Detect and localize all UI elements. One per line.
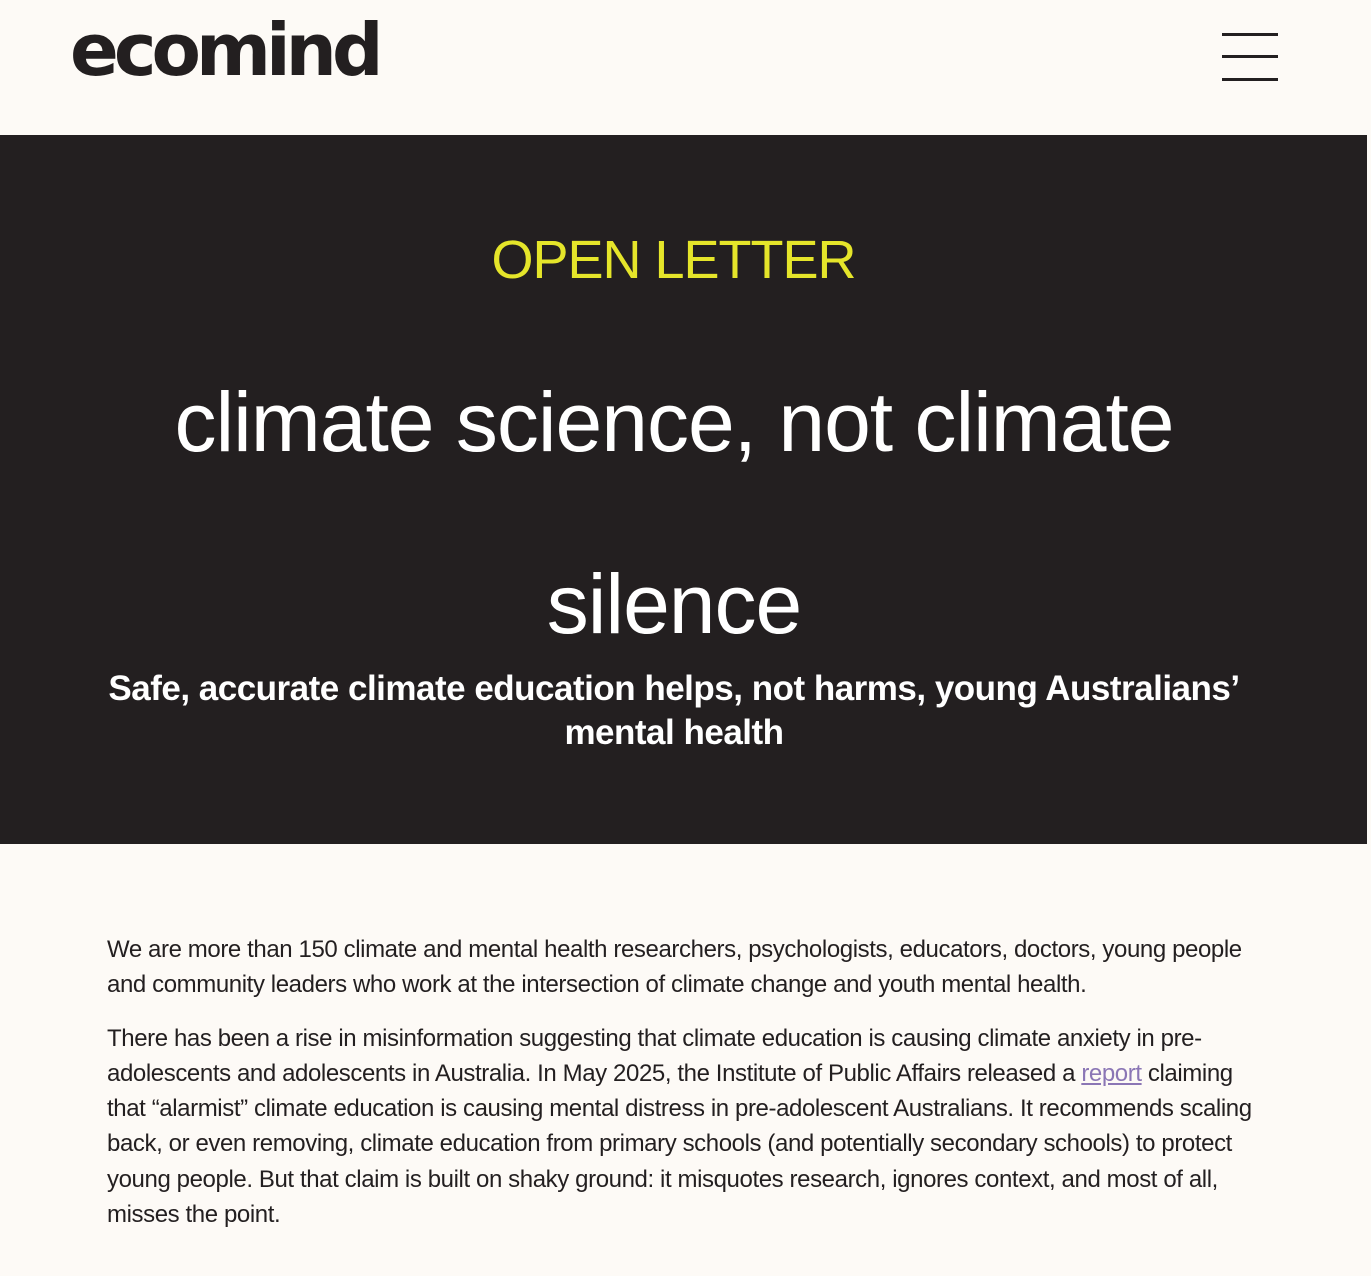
letter-paragraph-1: We are more than 150 climate and mental health researchers, psychologists, educators, doctors, young people and community leaders who work at the intersection of climate change and youth mental health.: [107, 936, 1242, 999]
letter-paragraph-2: [107, 1021, 1257, 1233]
letter-body: [107, 932, 1257, 1232]
menu-icon-line: [1222, 78, 1278, 81]
hero-banner: [0, 135, 1367, 844]
page-subtitle: Safe, accurate climate education helps, not harms, young Australians’ mental health: [108, 669, 1240, 752]
paragraph-text: claiming that “alarmist” climate education is causing mental distress in pre-adolescent Australians. It recommends scaling back, or even removing, climate education from primary schools (and potentially secondary schools) to protect young people. But that claim is built on shaky ground: it misquotes research, ignores context, and most of all, misses the point.: [107, 1059, 1252, 1229]
hamburger-menu-button[interactable]: [1222, 33, 1278, 81]
site-header: [0, 0, 1371, 135]
page-title: climate science, not climate silence: [174, 375, 1174, 651]
ecomind-logo[interactable]: ecomind: [70, 8, 379, 92]
menu-icon-line: [1222, 33, 1278, 36]
menu-icon-line: [1222, 55, 1278, 58]
report-link[interactable]: report: [1081, 1059, 1142, 1087]
paragraph-text: There has been a rise in misinformation suggesting that climate education is causing climate anxiety in pre-adolescents and adolescents in Australia. In May 2025, the Institute of Public Affairs released a: [107, 1024, 1202, 1087]
hero-eyebrow: OPEN LETTER: [491, 230, 856, 290]
